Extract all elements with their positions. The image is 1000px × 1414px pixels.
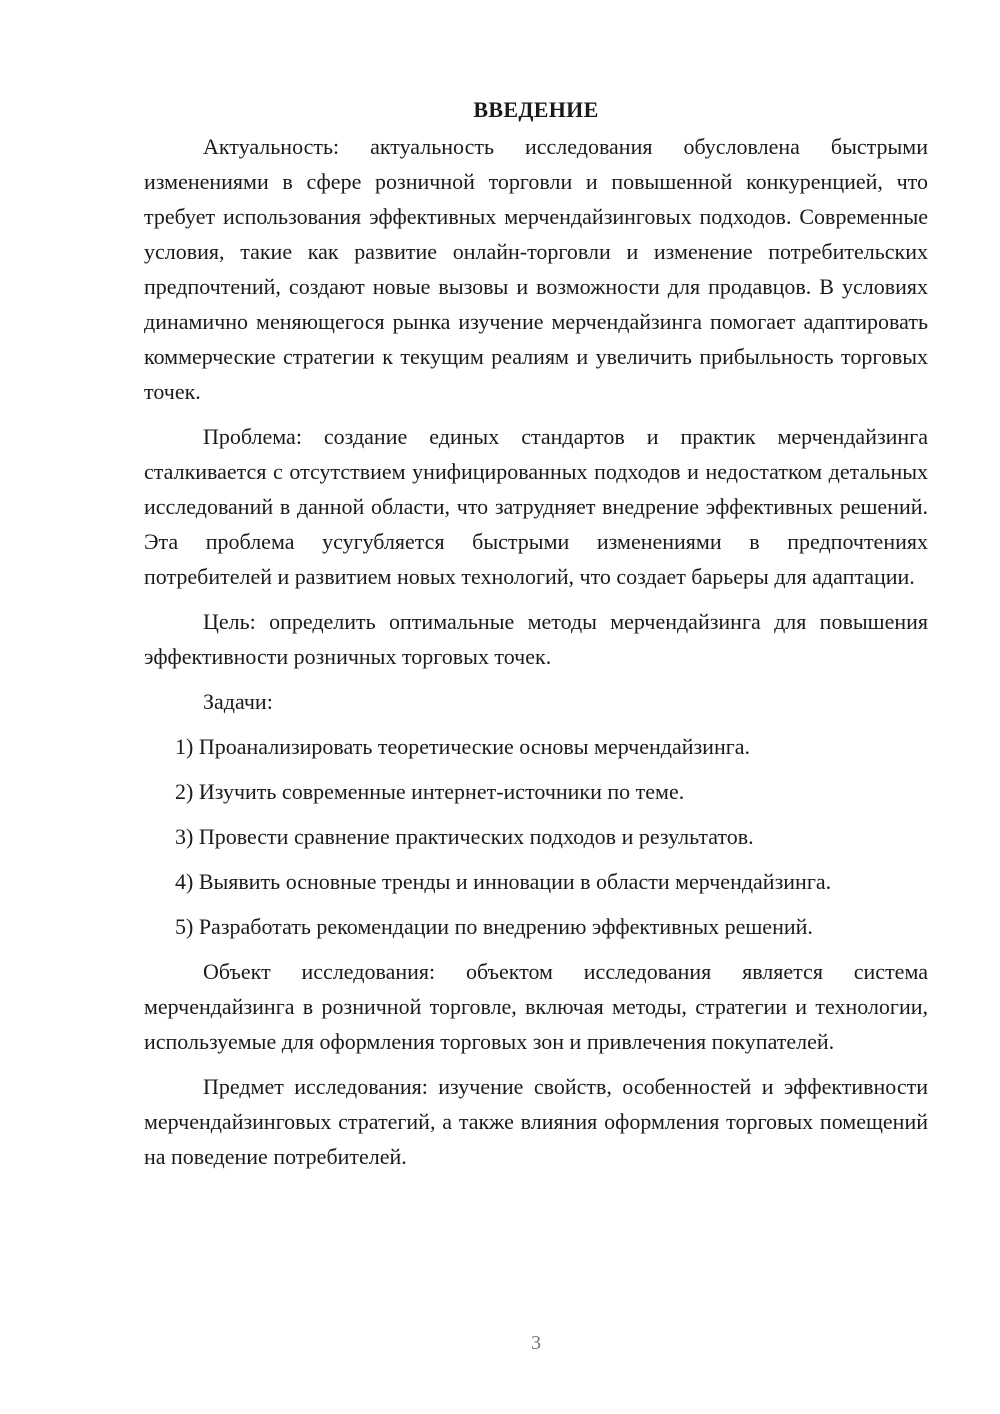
page-number: 3	[531, 1332, 541, 1354]
problem-paragraph: Проблема: создание единых стандартов и практик мерчендайзинга сталкивается с отсутствием унифицированных подходов и недостатком детальных исследований в данной области, что затрудняет внедрение эффективных решений. Эта проблема усугубляется быстрыми изменениями в предпочтениях потребителей и развитием новых технологий, что создает барьеры для адаптации.	[144, 424, 928, 589]
page-title: ВВЕДЕНИЕ	[473, 97, 599, 122]
object-paragraph: Объект исследования: объектом исследования является система мерчендайзинга в розничной торговле, включая методы, стратегии и технологии, используемые для оформления торговых зон и привлечения покупателей.	[144, 959, 928, 1054]
goal-paragraph: Цель: определить оптимальные методы мерчендайзинга для повышения эффективности розничных торговых точек.	[144, 609, 928, 669]
subject-paragraph: Предмет исследования: изучение свойств, особенностей и эффективности мерчендайзинговых стратегий, а также влияния оформления торговых помещений на поведение потребителей.	[144, 1074, 928, 1169]
task-item: 4) Выявить основные тренды и инновации в области мерчендайзинга.	[175, 869, 832, 894]
task-item: 3) Провести сравнение практических подходов и результатов.	[175, 824, 754, 849]
relevance-paragraph: Актуальность: актуальность исследования обусловлена быстрыми изменениями в сфере розничной торговли и повышенной конкуренцией, что требует использования эффективных мерчендайзинговых подходов. Современные условия, такие как развитие онлайн-торговли и изменение потребительских предпочтений, создают новые вызовы и возможности для продавцов. В условиях динамично меняющегося рынка изучение мерчендайзинга помогает адаптировать коммерческие стратегии к текущим реалиям и увеличить прибыльность торговых точек.	[144, 134, 928, 404]
tasks-label: Задачи:	[203, 689, 273, 714]
task-item: 5) Разработать рекомендации по внедрению эффективных решений.	[175, 914, 813, 939]
tasks-list	[144, 729, 928, 944]
task-item: 2) Изучить современные интернет-источники по теме.	[175, 779, 685, 804]
document-page	[144, 95, 928, 1184]
task-item: 1) Проанализировать теоретические основы мерчендайзинга.	[175, 734, 751, 759]
